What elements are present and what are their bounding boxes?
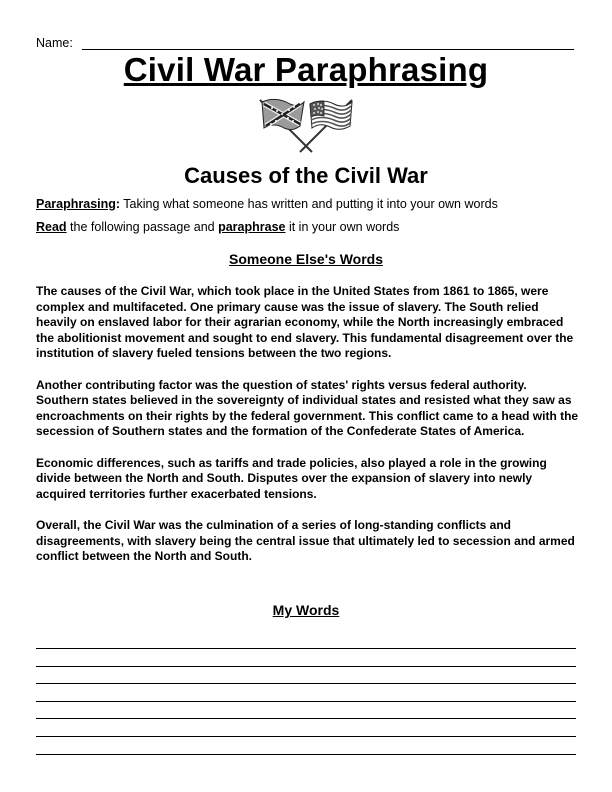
writing-line[interactable] [36,737,576,755]
section-title: Causes of the Civil War [184,163,428,188]
someone-elses-words-heading: Someone Else's Words [228,251,383,267]
definition-line [36,196,576,212]
writing-line[interactable] [36,684,576,702]
crossed-flags-icon [254,94,358,154]
name-label: Name: [36,36,73,50]
writing-line[interactable] [36,649,576,667]
definition-colon: : [115,197,121,211]
writing-line[interactable] [36,667,576,685]
passage-paragraph: Economic differences, such as tariffs and trade policies, also played a role in the growing divide between the North and South. Disputes over the expansion of slavery into newly acquired territories further exacerbated tensions. [36,455,547,501]
instruction-line [36,219,576,235]
instruction-paraphrase: paraphrase [218,220,286,234]
passage-paragraph: Another contributing factor was the question of states' rights versus federal authority. Southern states believed in the sovereignty of individual states and resisted what they saw as encroachments on their rights by the federal government. This conflict came to a head with the secession of Southern states and the formation of the Confederate States of America. [36,377,579,439]
confederate-flag-icon [260,99,312,152]
reading-passage [36,284,581,580]
definition-term: Paraphrasing [36,197,116,211]
instruction-middle: the following passage and [66,220,219,234]
passage-paragraph: The causes of the Civil War, which took place in the United States from 1861 to 1865, were complex and multifaceted. One primary cause was the issue of slavery. The South relied heavily on enslaved labor for their agrarian economy, while the North increasingly embraced the abolitionist movement and sought to end slavery. This fundamental disagreement over the institution of slavery fueled tensions between the two regions. [36,284,574,361]
instruction-end: it in your own words [285,220,400,234]
definition-text: Taking what someone has written and putting it into your own words [120,197,498,211]
union-flag-icon [300,100,352,152]
worksheet-title: Civil War Paraphrasing [123,51,489,88]
my-words-heading: My Words [272,602,340,618]
writing-line[interactable] [36,719,576,737]
writing-area[interactable] [36,648,576,755]
passage-paragraph: Overall, the Civil War was the culmination of a series of long-standing conflicts and disagreements, with slavery being the central issue that ultimately led to secession and armed conflict between the North and South. [36,517,575,564]
writing-line[interactable] [36,702,576,720]
instruction-read: Read [36,220,67,234]
